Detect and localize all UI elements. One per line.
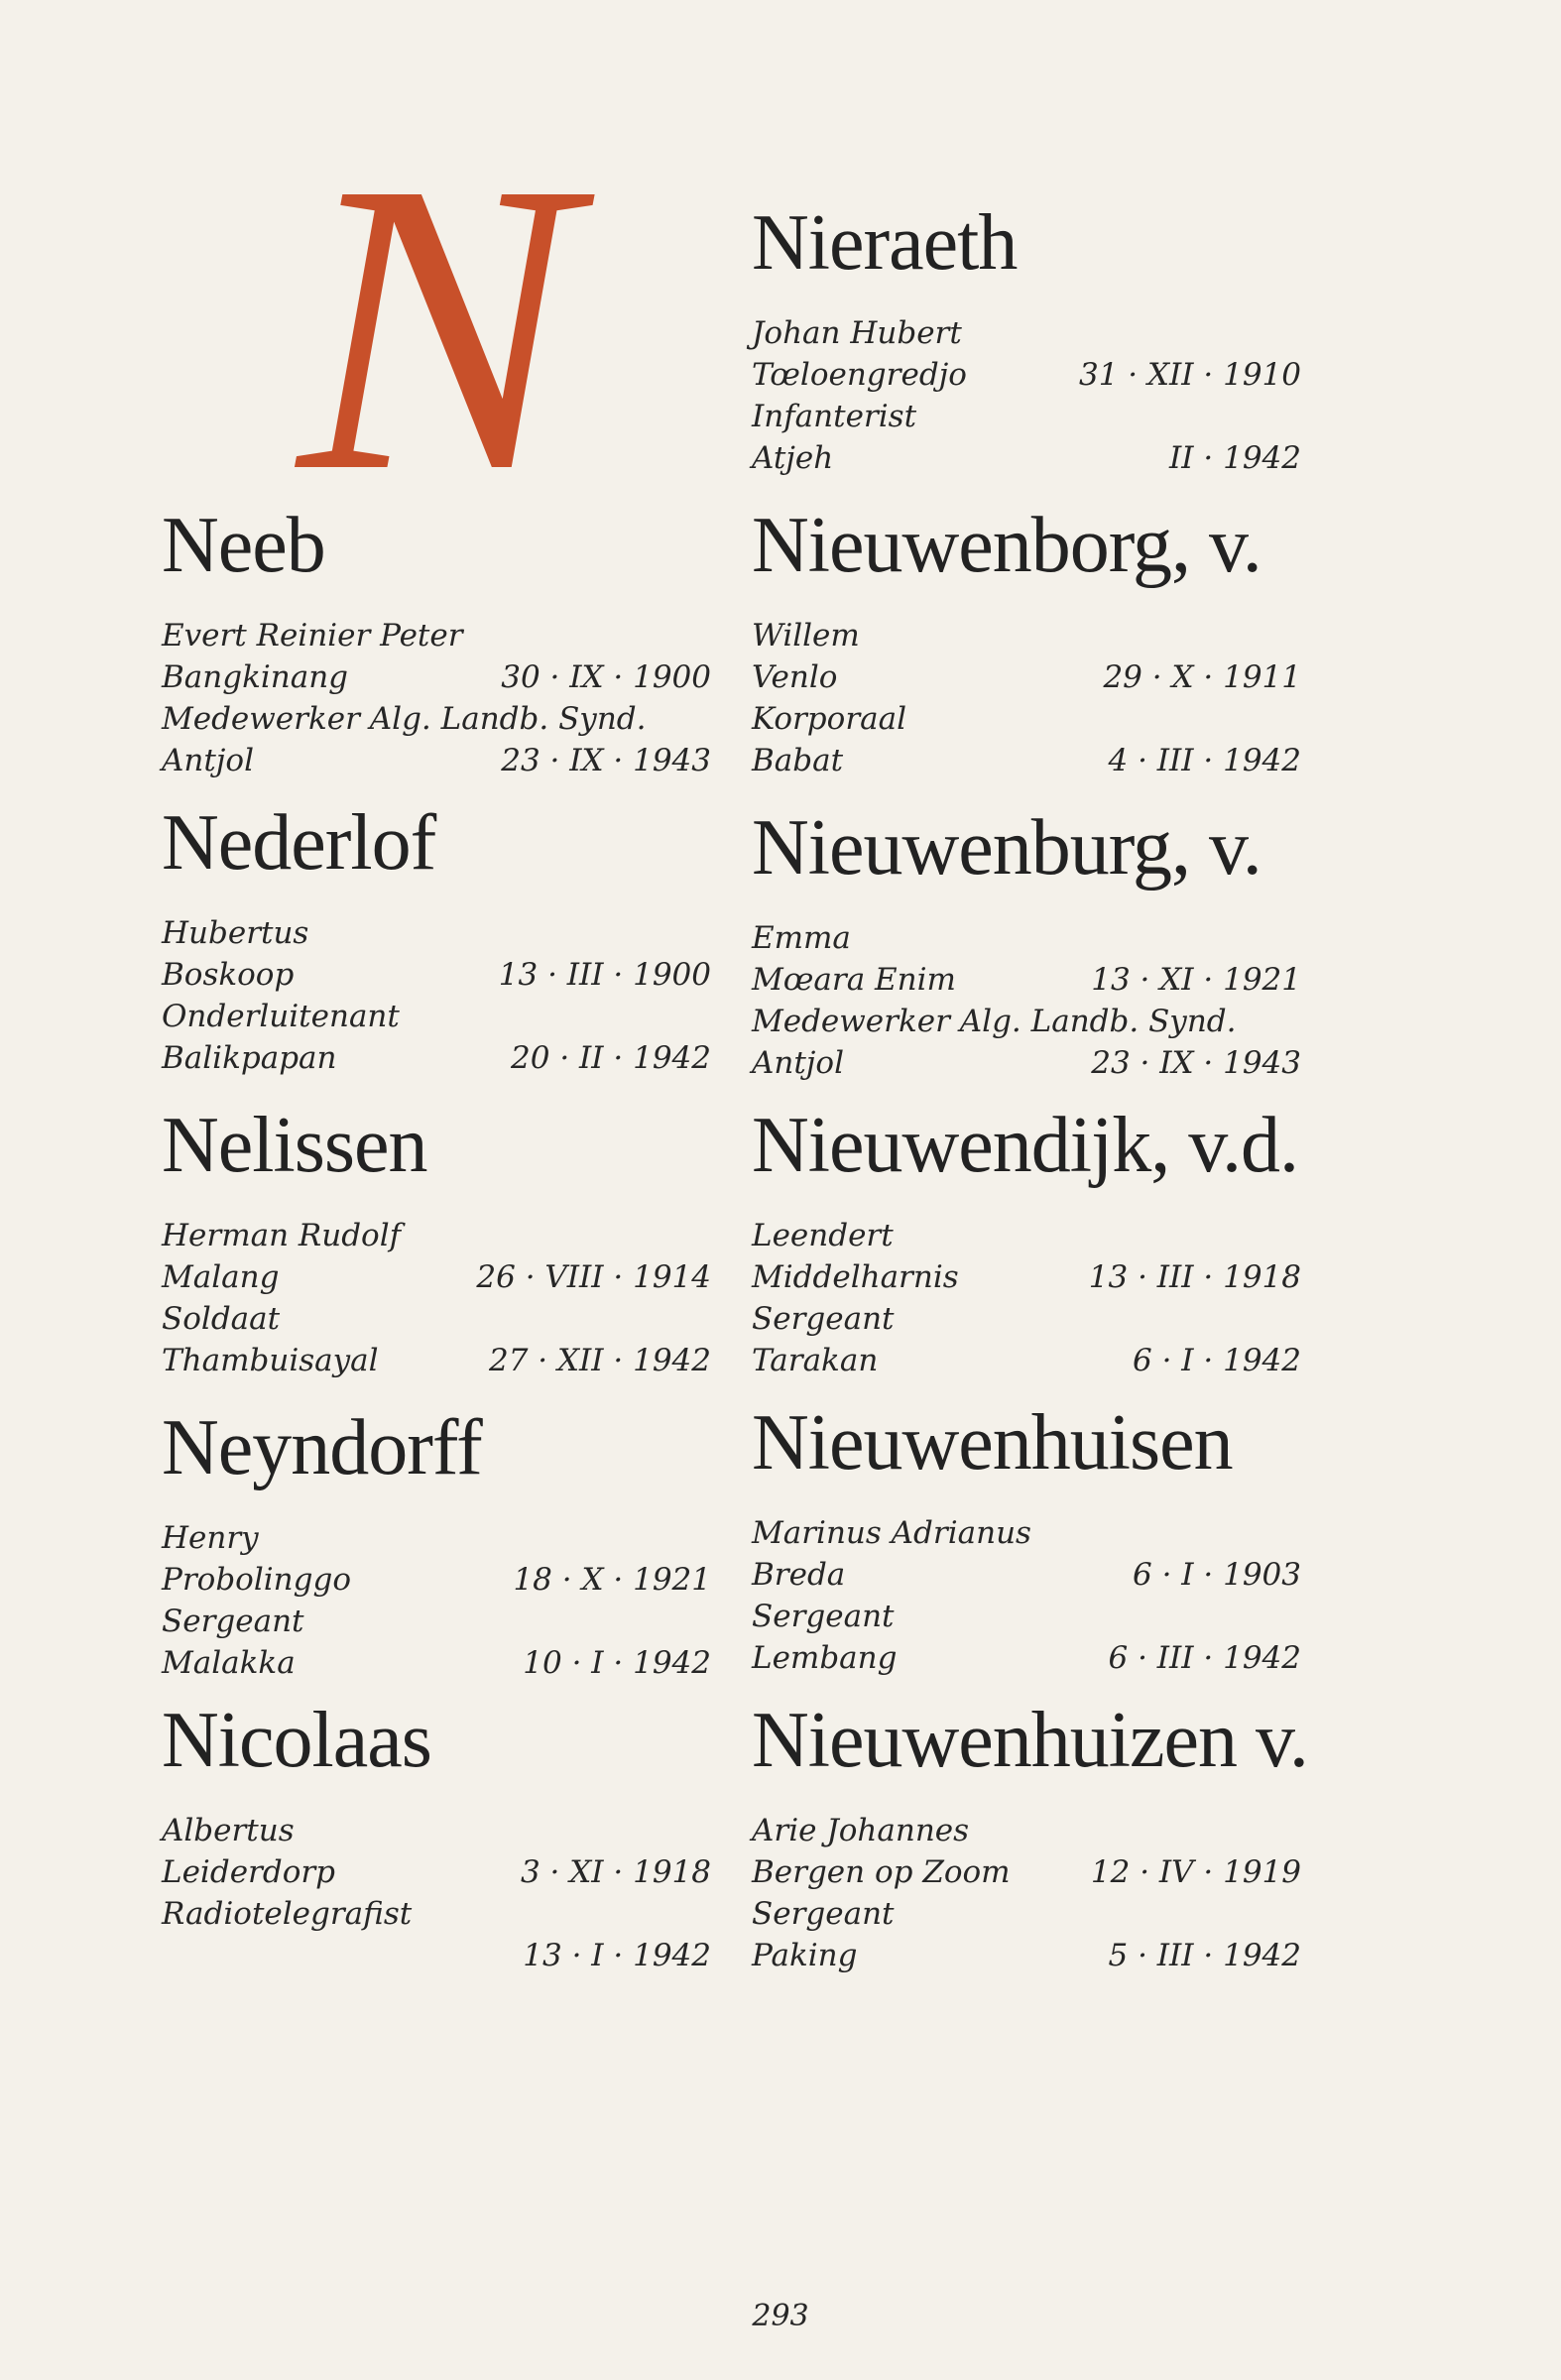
rank: Sergeant <box>752 1896 895 1932</box>
deathplace: Tarakan <box>752 1343 879 1378</box>
birthplace: Leiderdorp <box>162 1854 336 1890</box>
birthplace: Probolinggo <box>162 1562 351 1598</box>
entry <box>162 1404 717 1684</box>
birthdate: 13 · XI · 1921 <box>1091 962 1301 998</box>
surname: Nederlof <box>162 799 436 887</box>
birthplace: Venlo <box>752 659 838 695</box>
rank: Infanterist <box>752 399 917 434</box>
deathplace: Thambuisayal <box>162 1343 379 1378</box>
birthdate: 12 · IV · 1919 <box>1090 1854 1301 1890</box>
entry <box>162 1102 717 1381</box>
deathplace: Balikpapan <box>162 1040 337 1076</box>
entry <box>752 1102 1307 1381</box>
rank: Onderluitenant <box>162 999 400 1034</box>
rank: Sergeant <box>752 1301 895 1337</box>
birthplace: Tœloengredjo <box>752 357 967 393</box>
given-names: Arie Johannes <box>752 1813 970 1848</box>
birthdate: 13 · III · 1900 <box>498 957 711 993</box>
given-names: Albertus <box>162 1813 295 1848</box>
birthdate: 26 · VIII · 1914 <box>476 1259 711 1295</box>
given-names: Emma <box>752 920 851 956</box>
birthplace: Mœara Enim <box>752 962 956 998</box>
given-names: Johan Hubert <box>752 315 962 351</box>
deathdate: II · 1942 <box>1169 440 1301 476</box>
surname: Nieuwenburg, v. <box>752 804 1261 892</box>
birthdate: 29 · X · 1911 <box>1103 659 1301 695</box>
rank: Radiotelegrafist <box>162 1896 413 1932</box>
decorative-initial: N <box>298 96 576 557</box>
rank: Sergeant <box>752 1599 895 1634</box>
given-names: Henry <box>162 1520 259 1556</box>
birthplace: Boskoop <box>162 957 295 993</box>
entry <box>162 1697 717 1976</box>
surname: Neyndorff <box>162 1404 482 1491</box>
deathplace: Paking <box>752 1938 858 1973</box>
given-names: Willem <box>752 618 860 654</box>
surname: Nicolaas <box>162 1697 431 1784</box>
given-names: Hubertus <box>162 915 309 951</box>
deathplace: Babat <box>752 743 844 778</box>
deathplace: Antjol <box>752 1045 844 1081</box>
deathplace: Malakka <box>162 1645 296 1681</box>
birthplace: Middelharnis <box>752 1259 959 1295</box>
entry <box>752 804 1307 1084</box>
entry <box>752 199 1307 479</box>
birthplace: Bergen op Zoom <box>752 1854 1011 1890</box>
surname: Nieuwenhuizen v. <box>752 1697 1308 1784</box>
birthdate: 13 · III · 1918 <box>1088 1259 1301 1295</box>
rank: Soldaat <box>162 1301 281 1337</box>
birthdate: 6 · I · 1903 <box>1133 1557 1301 1593</box>
rank: Medewerker Alg. Landb. Synd. <box>752 1004 1237 1039</box>
given-names: Leendert <box>752 1218 894 1253</box>
deathdate: 6 · III · 1942 <box>1108 1640 1301 1676</box>
surname: Neeb <box>162 502 325 589</box>
deathplace: Antjol <box>162 743 254 778</box>
birthplace: Breda <box>752 1557 846 1593</box>
given-names: Herman Rudolf <box>162 1218 402 1253</box>
deathplace: Atjeh <box>752 440 834 476</box>
deathplace: Lembang <box>752 1640 898 1676</box>
deathdate: 10 · I · 1942 <box>523 1645 711 1681</box>
deathdate: 4 · III · 1942 <box>1108 743 1301 778</box>
entry <box>162 502 717 781</box>
birthplace: Malang <box>162 1259 280 1295</box>
deathdate: 13 · I · 1942 <box>523 1938 711 1973</box>
entry <box>162 799 717 1079</box>
deathdate: 23 · IX · 1943 <box>501 743 711 778</box>
deathdate: 20 · II · 1942 <box>511 1040 711 1076</box>
deathdate: 27 · XII · 1942 <box>488 1343 711 1378</box>
surname: Nieraeth <box>752 199 1018 287</box>
birthdate: 30 · IX · 1900 <box>501 659 711 695</box>
birthdate: 18 · X · 1921 <box>513 1562 711 1598</box>
surname: Nieuwendijk, v.d. <box>752 1102 1299 1189</box>
entry <box>752 502 1307 781</box>
given-names: Evert Reinier Peter <box>162 618 463 654</box>
deathdate: 5 · III · 1942 <box>1108 1938 1301 1973</box>
deathdate: 6 · I · 1942 <box>1133 1343 1301 1378</box>
rank: Korporaal <box>752 701 907 737</box>
page-number: 293 <box>752 2299 809 2333</box>
surname: Nieuwenborg, v. <box>752 502 1261 589</box>
deathdate: 23 · IX · 1943 <box>1091 1045 1301 1081</box>
birthdate: 31 · XII · 1910 <box>1078 357 1301 393</box>
given-names: Marinus Adrianus <box>752 1515 1031 1551</box>
birthdate: 3 · XI · 1918 <box>520 1854 711 1890</box>
surname: Nieuwenhuisen <box>752 1399 1233 1487</box>
birthplace: Bangkinang <box>162 659 349 695</box>
rank: Sergeant <box>162 1604 304 1639</box>
surname: Nelissen <box>162 1102 427 1189</box>
entry <box>752 1697 1308 1976</box>
entry <box>752 1399 1307 1679</box>
rank: Medewerker Alg. Landb. Synd. <box>162 701 647 737</box>
